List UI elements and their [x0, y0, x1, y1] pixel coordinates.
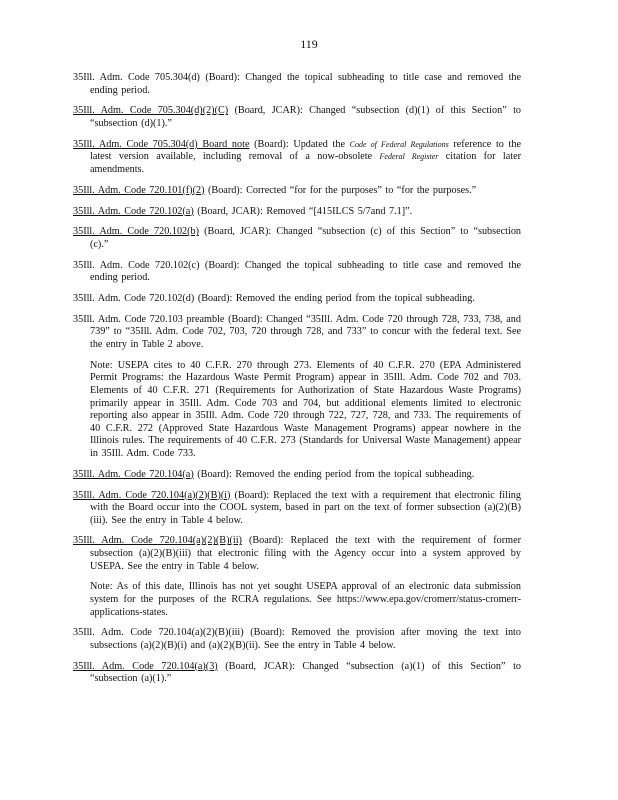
entry-description: (Board): Changed the topical subheading to title case and removed the ending period. [90, 72, 522, 96]
entry-description: (Board): Updated the [249, 138, 350, 150]
note-cromerr: Note: As of this date, Illinois has not yet sought USEPA approval of an electronic data submission system for the purposes of the RCRA regulations. See https://www.epa.gov/cromerr/status-cromerr-applications-states. [90, 581, 521, 618]
entry-720-102-b [73, 226, 521, 251]
entry-description: (Board): Corrected “for for the purposes” to “for the purposes.” [204, 184, 477, 196]
entry-description: citation for later amendments. [90, 151, 522, 175]
note-usepa-cites: Note: USEPA cites to 40 C.F.R. 270 through 273. Elements of 40 C.F.R. 270 (EPA Administered Permit Programs: the Hazardous Waste Permit Program) appear in 35Ill. Adm. Code 702 and 703. Elements of 40 C.F.R. 271 (Requirements for Authorization of State Hazardous Waste Programs) primarily appear in 35Ill. Adm. Code 703 and 704, but additional elements limited to electronic reporting also appear in 35Ill. Adm. Code 720 through 722, 727, 728, and 733. The requirements of 40 C.F.R. 272 (Approved State Hazardous Waste Management Programs) appear nowhere in the Illinois rules. The requirements of 40 C.F.R. 273 (Standards for Universal Waste Management) appear in 35Ill. Adm. Code 733. [90, 359, 521, 459]
entry-description: (Board, JCAR): Changed “subsection (a)(1) of this Section” to “subsection (a)(1).” [90, 660, 521, 685]
entry-citation: 35Ill. Adm. Code 720.101(f)(2) [73, 184, 205, 196]
amendment-list [73, 72, 521, 694]
entry-720-103-preamble [73, 314, 521, 352]
entry-description: (Board): Changed “35Ill. Adm. Code 720 through 728, 733, 738, and 739” to “35Ill. Adm. Code 702, 703, 720 through 728, and 733” to concur with the federal text. See the entry in Table 2 above. [90, 313, 521, 350]
entry-description: (Board): Removed the provision after moving the text into subsections (a)(2)(B)(i) and (a)(2)(B)(ii). See the entry in Table 4 below. [90, 627, 521, 651]
entry-705-304-d [73, 72, 521, 97]
entry-description: (Board): Replaced the text with a requirement that electronic filing with the Board occur into the COOL system, based in part on the text of former subsection (a)(2)(B)(iii). See the entry in Table 4 below. [90, 489, 521, 526]
entry-720-102-d [73, 293, 521, 306]
entry-citation: 35Ill. Adm. Code 720.102(c) [73, 259, 200, 271]
entry-720-101-f-2 [73, 185, 521, 198]
entry-citation: 35Ill. Adm. Code 705.304(d) Board note [73, 138, 250, 150]
entry-720-102-c [73, 260, 521, 285]
entry-description: (Board): Removed the ending period from the topical subheading. [193, 468, 475, 480]
entry-citation: 35Ill. Adm. Code 705.304(d)(2)(C) [73, 105, 229, 117]
entry-citation: 35Ill. Adm. Code 720.103 preamble [73, 313, 225, 325]
entry-description: reference to the latest version available, including removal of a now-obsolete [90, 138, 521, 163]
entry-citation: 35Ill. Adm. Code 720.104(a) [73, 468, 194, 480]
federal-register-title: Federal Register [379, 152, 439, 162]
entry-description: (Board): Replaced the text with the requirement of former subsection (a)(2)(B)(iii) that electronic filing with the Agency occur into a system approved by USEPA. See the entry in Table 4 below. [90, 535, 521, 572]
entry-705-304-d-2-c [73, 105, 521, 130]
entry-citation: 35Ill. Adm. Code 720.102(d) [73, 293, 195, 305]
entry-description: (Board, JCAR): Changed “subsection (c) of this Section” to “subsection (c).” [90, 226, 522, 250]
entry-citation: 35Ill. Adm. Code 720.102(a) [73, 205, 194, 217]
entry-description: (Board, JCAR): Removed “[415ILCS 5/7and 7.1]”. [193, 205, 413, 217]
entry-720-104-a-2-b-i [73, 490, 521, 528]
entry-720-104-a-3 [73, 661, 521, 686]
entry-720-102-a [73, 206, 521, 219]
entry-citation: 35Ill. Adm. Code 720.104(a)(2)(B)(i) [73, 489, 231, 501]
entry-citation: 35Ill. Adm. Code 720.104(a)(3) [73, 660, 218, 672]
entry-720-104-a-2-b-ii [73, 535, 521, 573]
entry-720-104-a-2-b-iii [73, 627, 521, 652]
entry-705-304-d-board-note [73, 139, 521, 177]
entry-description: (Board, JCAR): Changed “subsection (d)(1) of this Section” to “subsection (d)(1).” [90, 105, 521, 129]
entry-description: (Board): Removed the ending period from the topical subheading. [194, 293, 475, 305]
entry-citation: 35Ill. Adm. Code 720.102(b) [73, 226, 200, 238]
page-number: 119 [300, 37, 318, 51]
entry-description: (Board): Changed the topical subheading to title case and removed the ending period. [90, 259, 521, 284]
cfr-title: Code of Federal Regulations [349, 139, 449, 149]
entry-citation: 35Ill. Adm. Code 705.304(d) [73, 72, 200, 83]
entry-citation: 35Ill. Adm. Code 720.104(a)(2)(B)(iii) [73, 627, 244, 639]
entry-citation: 35Ill. Adm. Code 720.104(a)(2)(B)(ii) [73, 535, 242, 547]
entry-720-104-a [73, 469, 521, 482]
